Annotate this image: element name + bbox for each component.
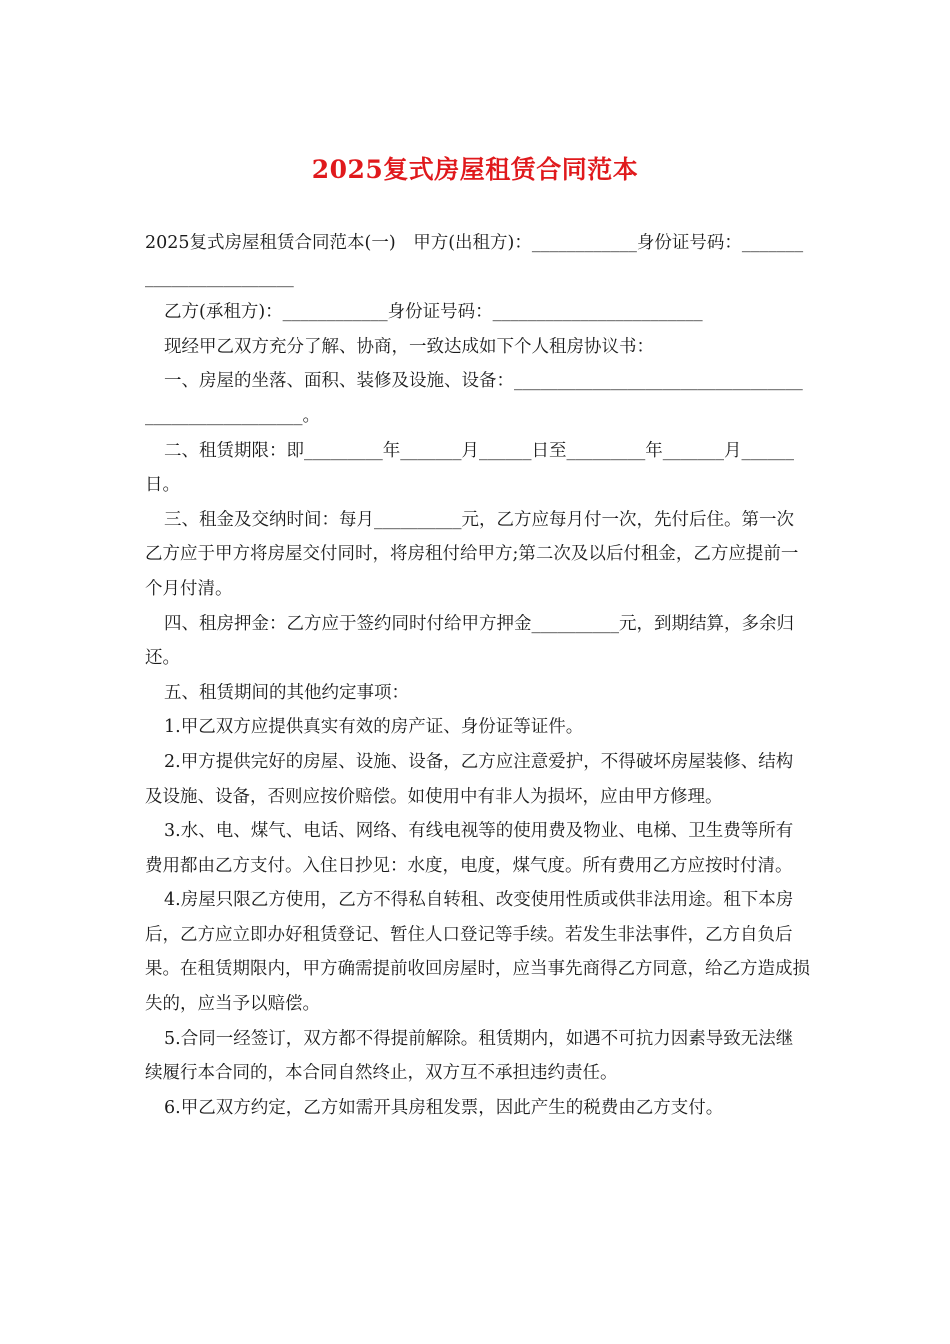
paragraph-parties-lessor: 2025复式房屋租赁合同范本(一) 甲方(出租方)：____________身份证号码：________________________ — [145, 233, 804, 288]
paragraph-parties-lessee: 乙方(承租方)：____________身份证号码：________________________ — [164, 302, 703, 323]
paragraph-clause-1: 一、房屋的坐落、面积、装修及设施、设备：___________________________________________________。 — [145, 371, 803, 426]
paragraph-item-2: 2.甲方提供完好的房屋、设施、设备，乙方应注意爱护，不得破坏房屋装修、结构及设施、设备，否则应按价赔偿。如使用中有非人为损坏，应由甲方修理。 — [145, 751, 794, 807]
paragraph-item-5: 5.合同一经签订，双方都不得提前解除。租赁期内，如遇不可抗力因素导致无法继续履行本合同的，本合同自然终止，双方互不承担违约责任。 — [145, 1028, 794, 1084]
paragraph-clause-3: 三、租金及交纳时间：每月__________元，乙方应每月付一次，先付后住。第一次乙方应于甲方将房屋交付同时，将房租付给甲方;第二次及以后付租金，乙方应提前一个月付清。 — [145, 509, 799, 599]
paragraph-item-6: 6.甲乙双方约定，乙方如需开具房租发票，因此产生的税费由乙方支付。 — [164, 1097, 724, 1118]
paragraph-item-3: 3.水、电、煤气、电话、网络、有线电视等的使用费及物业、电梯、卫生费等所有费用都由乙方支付。入住日抄见：水度，电度，煤气度。所有费用乙方应按时付清。 — [145, 821, 794, 876]
paragraph-preamble: 现经甲乙双方充分了解、协商，一致达成如下个人租房协议书： — [164, 336, 654, 357]
paragraph-clause-4: 四、租房押金：乙方应于签约同时付给甲方押金__________元，到期结算，多余归还。 — [145, 613, 794, 669]
paragraph-item-4: 4.房屋只限乙方使用，乙方不得私自转租、改变使用性质或供非法用途。租下本房后，乙方应立即办好租赁登记、暂住人口登记等手续。若发生非法事件，乙方自负后果。在租赁期限内，甲方确需提前收回房屋时，应当事先商得乙方同意，给乙方造成损失的，应当予以赔偿。 — [145, 890, 810, 1015]
document-title: 2025复式房屋租赁合同范本 — [311, 155, 639, 184]
paragraph-item-1: 1.甲乙双方应提供真实有效的房产证、身份证等证件。 — [164, 717, 584, 738]
document-body — [145, 226, 810, 1125]
paragraph-clause-2: 二、租赁期限：即_________年_______月______日至_________年_______月______日。 — [145, 440, 794, 496]
paragraph-clause-5: 五、租赁期间的其他约定事项： — [164, 682, 409, 703]
